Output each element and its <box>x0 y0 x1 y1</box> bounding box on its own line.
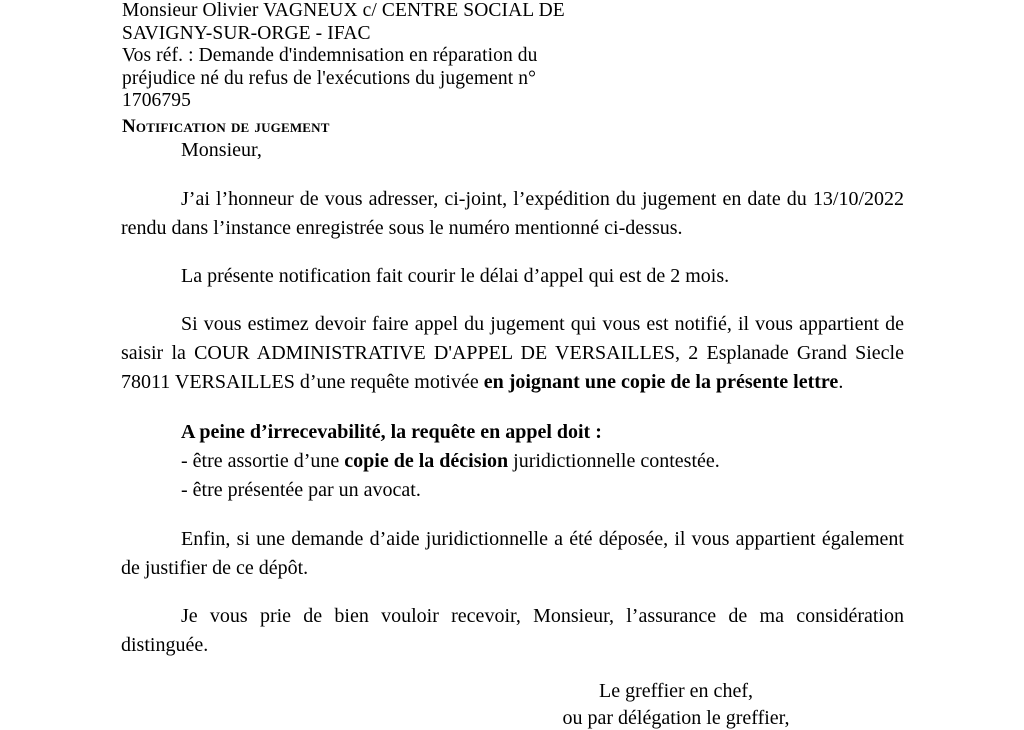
recipient-line-1: Monsieur Olivier VAGNEUX c/ CENTRE SOCIAL DE <box>122 0 565 21</box>
appeal-court-emphasis: en joignant une copie de la présente lettre <box>483 371 839 393</box>
requirement-1-tail: juridictionnelle contestée. <box>508 450 720 472</box>
recipient-reference-block <box>122 0 642 138</box>
recipient-line-2: SAVIGNY-SUR-ORGE - IFAC <box>122 22 371 44</box>
signature-line-1: Le greffier en chef, <box>599 680 753 702</box>
signature-line-2: ou par délégation le greffier, <box>562 707 790 729</box>
requirements-heading: A peine d’irrecevabilité, la requête en appel doit : <box>181 421 602 443</box>
paragraph-appeal-court <box>121 310 904 397</box>
case-number: 1706795 <box>122 90 191 111</box>
requirement-1-text: - être assortie d’une <box>181 450 345 472</box>
paragraph-expedition: J’ai l’honneur de vous adresser, ci-joint, l’expédition du jugement en date du 13/10/2022 rendu dans l’instance enregistrée sous le numéro mentionné ci-dessus. <box>121 188 904 239</box>
paragraph-closing: Je vous prie de bien vouloir recevoir, Monsieur, l’assurance de ma considération distinguée. <box>121 605 904 656</box>
requirement-1-emphasis: copie de la décision <box>344 450 509 472</box>
requirement-item-1 <box>181 447 904 476</box>
letter-body <box>121 136 904 660</box>
salutation: Monsieur, <box>181 139 262 161</box>
requirement-item-2: - être présentée par un avocat. <box>181 479 421 501</box>
appeal-court-text: Si vous estimez devoir faire appel du jugement qui vous est notifié, il vous appartient de saisir la COUR ADMINISTRATIVE D'APPEL DE VERSAILLES, 2 Esplanade Grand Siecle 78011 VERSAILLES d’une requête motivée <box>121 313 904 393</box>
paragraph-appeal-delay: La présente notification fait courir le délai d’appel qui est de 2 mois. <box>181 265 730 287</box>
document-title: Notification de jugement <box>122 115 330 137</box>
requirements-block <box>121 418 904 505</box>
paragraph-legal-aid: Enfin, si une demande d’aide juridictionnelle a été déposée, il vous appartient également de justifier de ce dépôt. <box>121 528 904 579</box>
appeal-court-tail: . <box>838 371 844 393</box>
reference-line-1: Vos réf. : Demande d'indemnisation en réparation du <box>122 45 538 66</box>
signature-block <box>430 678 922 730</box>
reference-line-2: préjudice né du refus de l'exécutions du jugement n° <box>122 67 536 89</box>
